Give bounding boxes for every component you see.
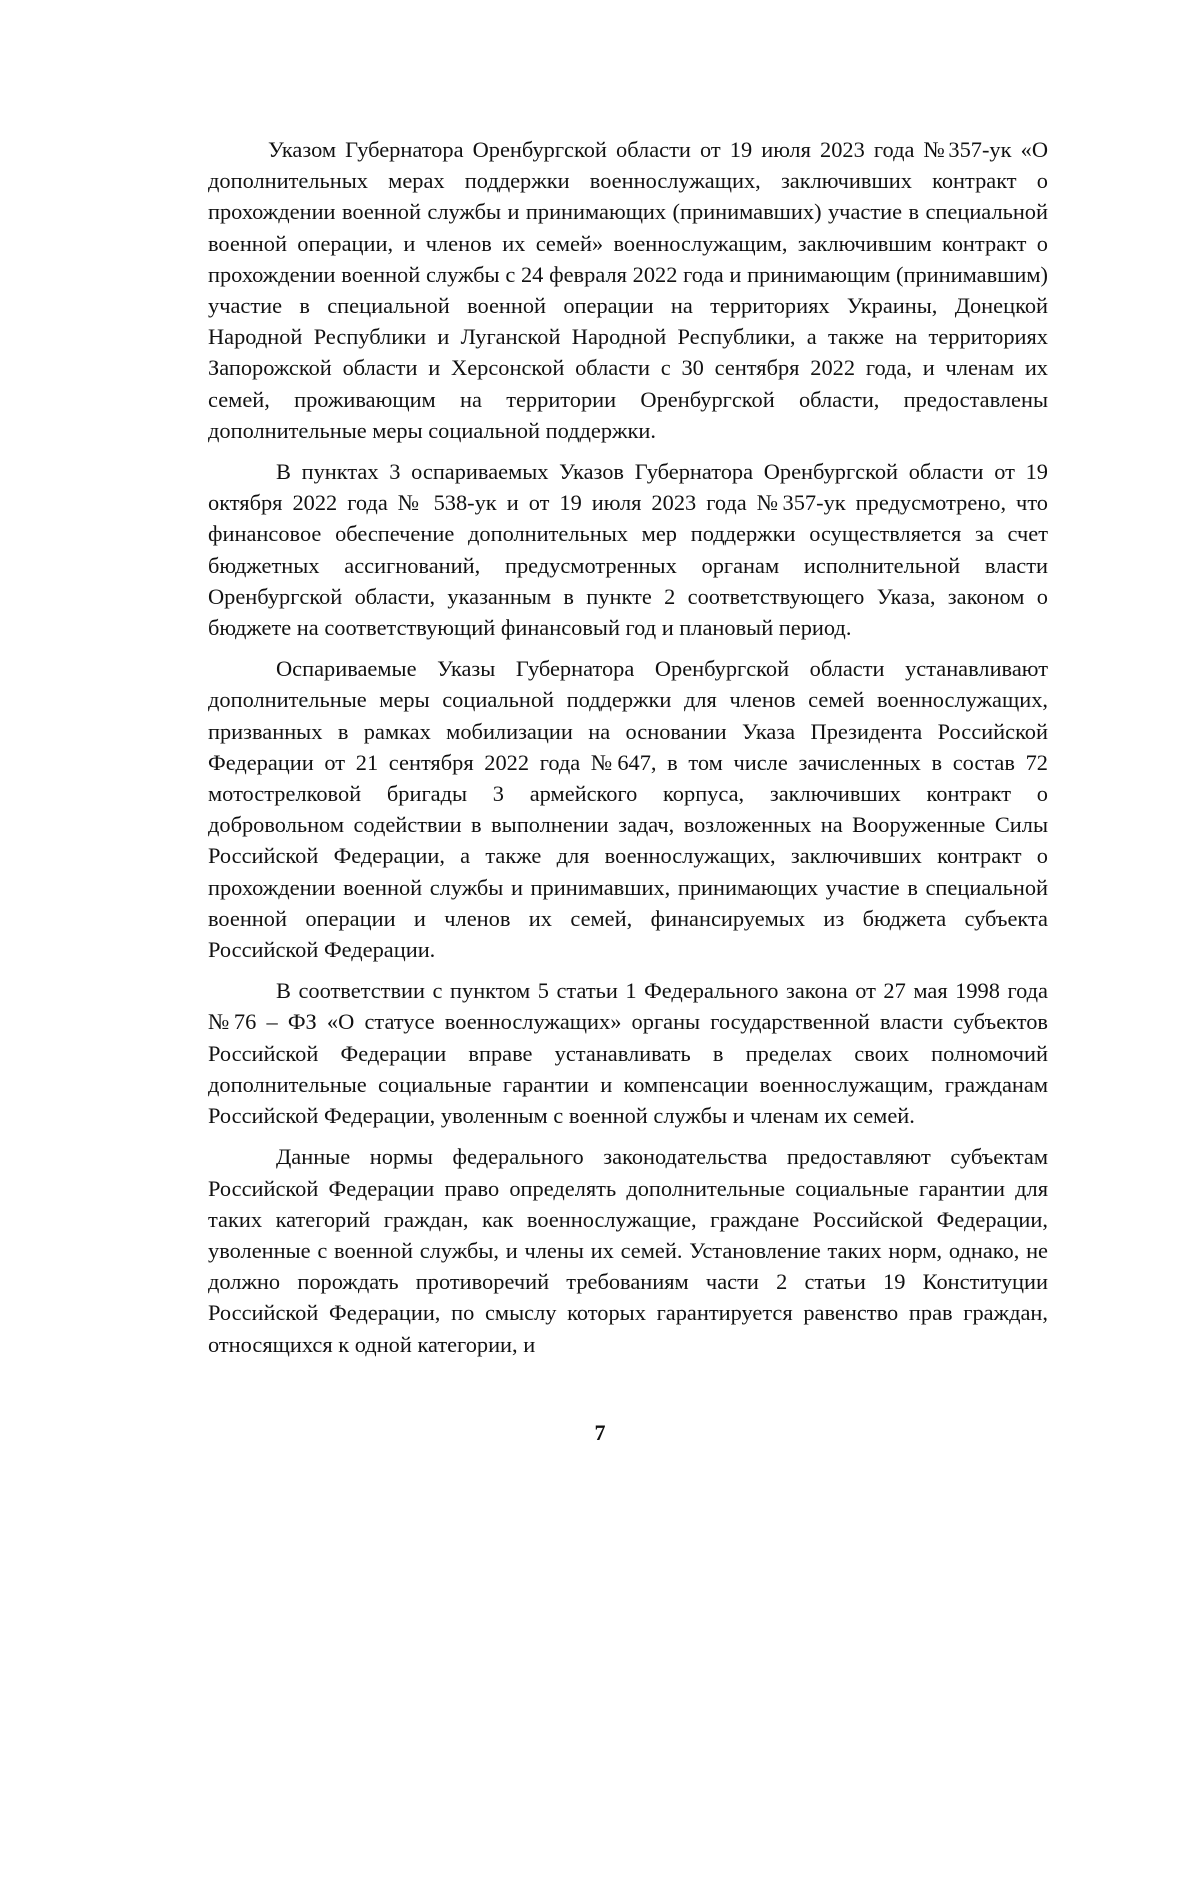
paragraph-5: Данные нормы федерального законодательства предоставляют субъектам Российской Федерации право определять дополнительные социальные гарантии для таких категорий граждан, как военнослужащие, граждане Российской Федерации, уволенные с военной службы, и члены их семей. Установление таких норм, однако, не должно порождать противоречий требованиям части 2 статьи 19 Конституции Российской Федерации, по смыслу которых гарантируется равенство прав граждан, относящихся к одной категории, и xyxy=(208,1144,1048,1357)
body-text xyxy=(208,134,1048,1370)
page-number: 7 xyxy=(594,1420,606,1445)
paragraph-1: Указом Губернатора Оренбургской области от 19 июля 2023 года №357-ук «О дополнительных мерах поддержки военнослужащих, заключивших контракт о прохождении военной службы и принимающих (принимавших) участие в специальной военной операции, и членов их семей» военнослужащим, заключившим контракт о прохождении военной службы с 24 февраля 2022 года и принимающим (принимавшим) участие в специальной военной операции на территориях Украины, Донецкой Народной Республики и Луганской Народной Республики, а также на территориях Запорожской области и Херсонской области с 30 сентября 2022 года, и членам их семей, проживающим на территории Оренбургской области, предоставлены дополнительные меры социальной поддержки. xyxy=(208,137,1048,443)
paragraph-4: В соответствии с пунктом 5 статьи 1 Федерального закона от 27 мая 1998 года №76 – ФЗ «О статусе военнослужащих» органы государственной власти субъектов Российской Федерации вправе устанавливать в пределах своих полномочий дополнительные социальные гарантии и компенсации военнослужащим, гражданам Российской Федерации, уволенным с военной службы и членам их семей. xyxy=(208,978,1048,1129)
paragraph-3: Оспариваемые Указы Губернатора Оренбургской области устанавливают дополнительные меры социальной поддержки для членов семей военнослужащих, призванных в рамках мобилизации на основании Указа Президента Российской Федерации от 21 сентября 2022 года №647, в том числе зачисленных в состав 72 мотострелковой бригады 3 армейского корпуса, заключивших контракт о добровольном содействии в выполнении задач, возложенных на Вооруженные Силы Российской Федерации, а также для военнослужащих, заключивших контракт о прохождении военной службы и принимавших, принимающих участие в специальной военной операции и членов их семей, финансируемых из бюджета субъекта Российской Федерации. xyxy=(208,656,1048,963)
paragraph-2: В пунктах 3 оспариваемых Указов Губернатора Оренбургской области от 19 октября 2022 года № 538-ук и от 19 июля 2023 года №357-ук предусмотрено, что финансовое обеспечение дополнительных мер поддержки осуществляется за счет бюджетных ассигнований, предусмотренных органам исполнительной власти Оренбургской области, указанным в пункте 2 соответствующего Указа, законом о бюджете на соответствующий финансовый год и плановый период. xyxy=(208,459,1048,641)
